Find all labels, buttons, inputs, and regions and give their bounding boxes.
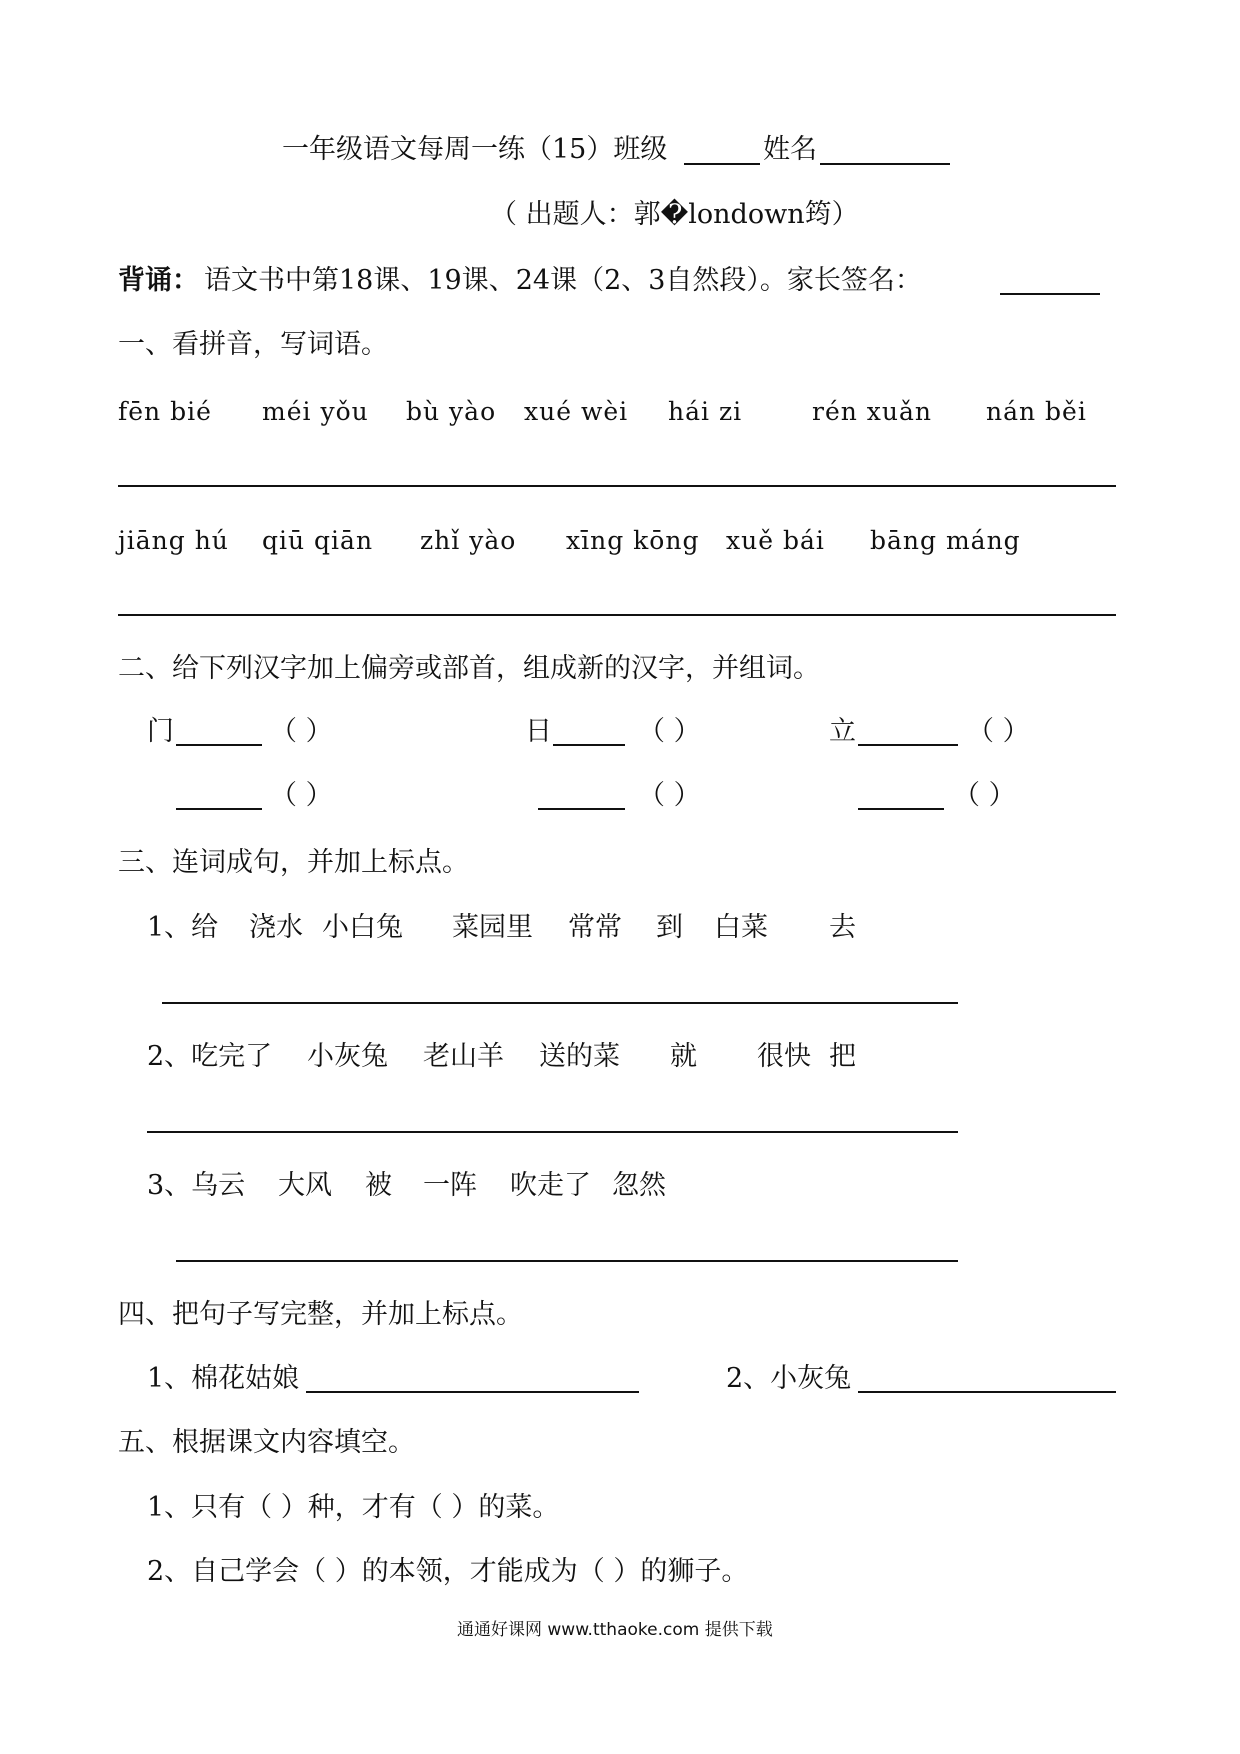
word-token: 到 (656, 912, 683, 943)
sentence-line[interactable] (162, 1002, 958, 1004)
word-parens: （ ） (638, 716, 701, 747)
word-token: 小白兔 (322, 912, 403, 943)
fill-blank-item: 1、只有（ ）种，才有（ ）的菜。 (147, 1492, 560, 1523)
worksheet-title: 一年级语文每周一练（15）班级 (282, 134, 668, 165)
char-blank[interactable] (858, 744, 958, 746)
pinyin-item: qiū qiān (262, 526, 374, 555)
char-blank[interactable] (176, 808, 262, 810)
word-token: 去 (829, 912, 856, 943)
section4-heading: 四、把句子写完整，并加上标点。 (118, 1299, 523, 1330)
recite-label: 背诵： (118, 265, 199, 296)
pinyin-item: fēn bié (118, 397, 212, 426)
word-parens: （ ） (270, 780, 333, 811)
sentence-blank[interactable] (858, 1391, 1116, 1393)
word-parens: （ ） (967, 716, 1030, 747)
parent-signature-blank[interactable] (1000, 293, 1100, 295)
word-parens: （ ） (638, 780, 701, 811)
word-token: 3、乌云 (147, 1170, 246, 1201)
char-blank[interactable] (538, 808, 625, 810)
sentence-line[interactable] (176, 1260, 958, 1262)
pinyin-item: xué wèi (524, 397, 629, 426)
word-token: 菜园里 (452, 912, 533, 943)
word-token: 把 (829, 1041, 856, 1072)
word-token: 被 (365, 1170, 392, 1201)
author-line: （ 出题人：郭�londown筠） (490, 199, 859, 230)
base-char: 日 (525, 716, 552, 747)
word-token: 1、给 (147, 912, 219, 943)
section5-heading: 五、根据课文内容填空。 (118, 1427, 415, 1458)
char-blank[interactable] (176, 744, 262, 746)
footer-credit: 通通好课网 www.tthaoke.com 提供下载 (457, 1620, 773, 1640)
section3-heading: 三、连词成句，并加上标点。 (118, 847, 469, 878)
pinyin-item: jiāng hú (118, 526, 229, 555)
name-label: 姓名 (763, 134, 817, 165)
word-token: 很快 (757, 1041, 811, 1072)
pinyin-item: bāng máng (870, 526, 1021, 555)
word-token: 就 (670, 1041, 697, 1072)
word-token: 老山羊 (423, 1041, 504, 1072)
pinyin-item: rén xuǎn (812, 397, 932, 426)
sentence-start: 2、小灰兔 (726, 1363, 852, 1394)
word-token: 忽然 (612, 1170, 666, 1201)
char-blank[interactable] (553, 744, 625, 746)
pinyin-item: nán běi (986, 397, 1087, 426)
class-blank[interactable] (684, 163, 760, 165)
word-token: 白菜 (714, 912, 768, 943)
word-token: 吹走了 (510, 1170, 591, 1201)
word-token: 小灰兔 (307, 1041, 388, 1072)
answer-line[interactable] (118, 614, 1116, 616)
char-blank[interactable] (858, 808, 944, 810)
section1-heading: 一、看拼音，写词语。 (118, 329, 388, 360)
sentence-blank[interactable] (306, 1391, 639, 1393)
word-token: 浇水 (249, 912, 303, 943)
base-char: 门 (147, 716, 174, 747)
pinyin-item: zhǐ yào (420, 526, 517, 555)
base-char: 立 (829, 716, 856, 747)
pinyin-item: hái zi (668, 397, 743, 426)
section2-heading: 二、给下列汉字加上偏旁或部首，组成新的汉字，并组词。 (118, 653, 820, 684)
recite-text: 语文书中第18课、19课、24课（2、3自然段）。家长签名： (204, 265, 922, 296)
answer-line[interactable] (118, 485, 1116, 487)
word-token: 大风 (278, 1170, 332, 1201)
word-token: 一阵 (423, 1170, 477, 1201)
fill-blank-item: 2、自己学会（ ）的本领，才能成为（ ）的狮子。 (147, 1556, 749, 1587)
pinyin-item: bù yào (406, 397, 497, 426)
word-token: 2、吃完了 (147, 1041, 273, 1072)
sentence-line[interactable] (147, 1131, 958, 1133)
pinyin-item: xīng kōng (566, 526, 700, 555)
word-token: 常常 (568, 912, 622, 943)
sentence-start: 1、棉花姑娘 (147, 1363, 300, 1394)
word-parens: （ ） (953, 780, 1016, 811)
word-token: 送的菜 (539, 1041, 620, 1072)
word-parens: （ ） (270, 716, 333, 747)
name-blank[interactable] (820, 163, 950, 165)
pinyin-item: méi yǒu (262, 397, 369, 426)
pinyin-item: xuě bái (726, 526, 825, 555)
